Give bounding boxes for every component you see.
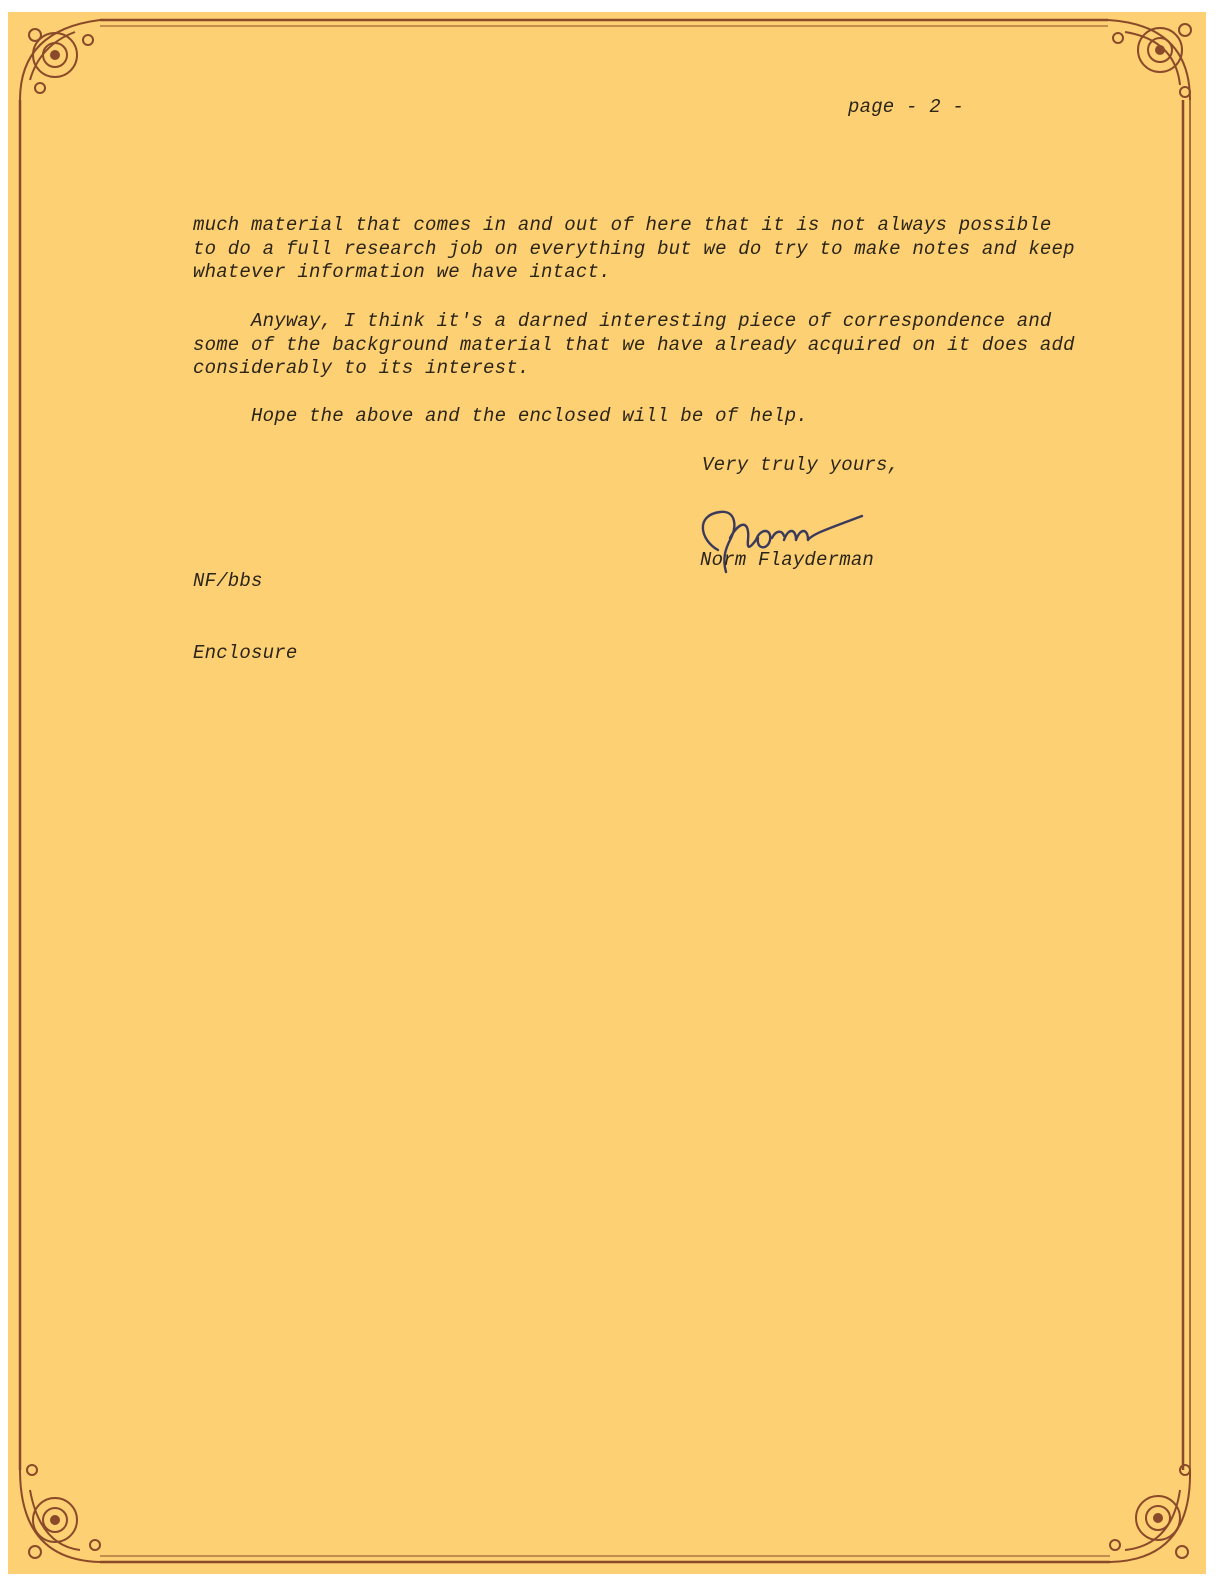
body-line: some of the background material that we have already acquired on it does add [193,334,1075,356]
ornamental-corner-icon [1110,1465,1190,1562]
signer-name: Norm Flayderman [700,549,875,571]
closing-salutation: Very truly yours, [702,454,900,476]
typist-initials: NF/bbs [193,570,263,592]
body-line: whatever information we have intact. [193,261,611,283]
body-line: much material that comes in and out of here that it is not always possible [193,214,1052,236]
ornamental-corner-icon [20,20,100,100]
body-line: considerably to its interest. [193,357,530,379]
enclosure-note: Enclosure [193,642,298,664]
page-number: page - 2 - [848,96,965,118]
ornamental-corner-icon [1108,20,1191,100]
body-line: Hope the above and the enclosed will be of help. [193,405,808,427]
ornamental-corner-icon [20,1465,100,1562]
body-line: Anyway, I think it's a darned interesting piece of correspondence and [193,310,1052,332]
body-line: to do a full research job on everything but we do try to make notes and keep [193,238,1075,260]
